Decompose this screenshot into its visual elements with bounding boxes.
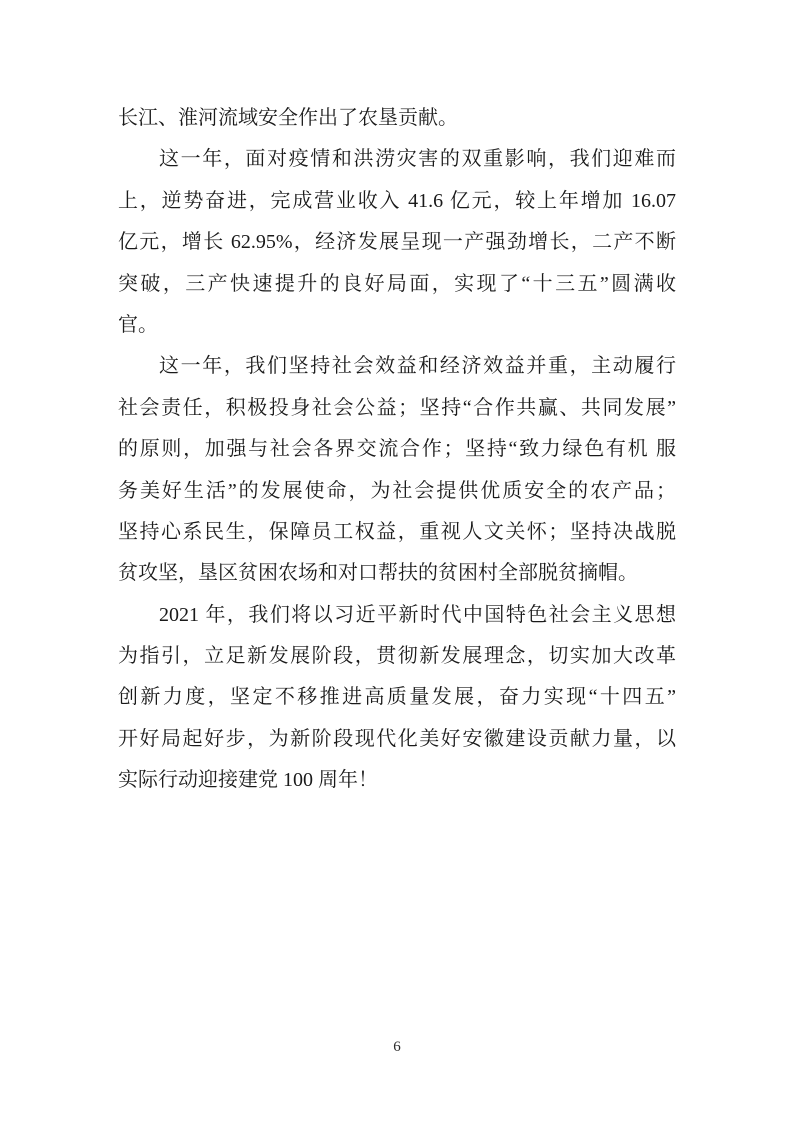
text-line: 贫攻坚，垦区贫困农场和对口帮扶的贫困村全部脱贫摘帽。 [118,562,638,585]
text-line: 为指引，立足新发展阶段，贯彻新发展理念，切实加大改革 [118,645,676,668]
text-line: 长江、淮河流域安全作出了农垦贡献。 [118,107,458,129]
text-line: 上，逆势奋进，完成营业收入 41.6 亿元，较上年增加 16.07 [118,189,676,212]
text-line: 社会责任，积极投身社会公益；坚持“合作共赢、共同发展” [118,396,676,419]
text-line: 开好局起好步，为新阶段现代化美好安徽建设贡献力量，以 [118,727,676,750]
text-line: 创新力度，坚定不移推进高质量发展，奋力实现“十四五” [118,686,676,709]
text-line: 的原则，加强与社会各界交流合作；坚持“致力绿色有机 服 [118,438,676,461]
text-line: 这一年，面对疫情和洪涝灾害的双重影响，我们迎难而 [159,148,676,171]
page-number: 6 [393,1039,401,1055]
text-line: 这一年，我们坚持社会效益和经济效益并重，主动履行 [159,355,676,378]
document-body [118,98,676,802]
paragraph [118,346,676,594]
text-line: 务美好生活”的发展使命，为社会提供优质安全的农产品； [118,479,676,502]
text-line: 2021 年，我们将以习近平新时代中国特色社会主义思想 [159,603,676,626]
paragraph [118,139,676,346]
text-line: 官。 [118,313,158,336]
text-line: 突破，三产快速提升的良好局面，实现了“十三五”圆满收 [118,272,676,295]
text-line: 亿元，增长 62.95%，经济发展呈现一产强劲增长，二产不断 [118,231,676,254]
paragraph [118,98,676,139]
text-line: 坚持心系民生，保障员工权益，重视人文关怀；坚持决战脱 [118,520,676,543]
text-line: 实际行动迎接建党 100 周年！ [118,769,378,792]
paragraph [118,595,676,802]
